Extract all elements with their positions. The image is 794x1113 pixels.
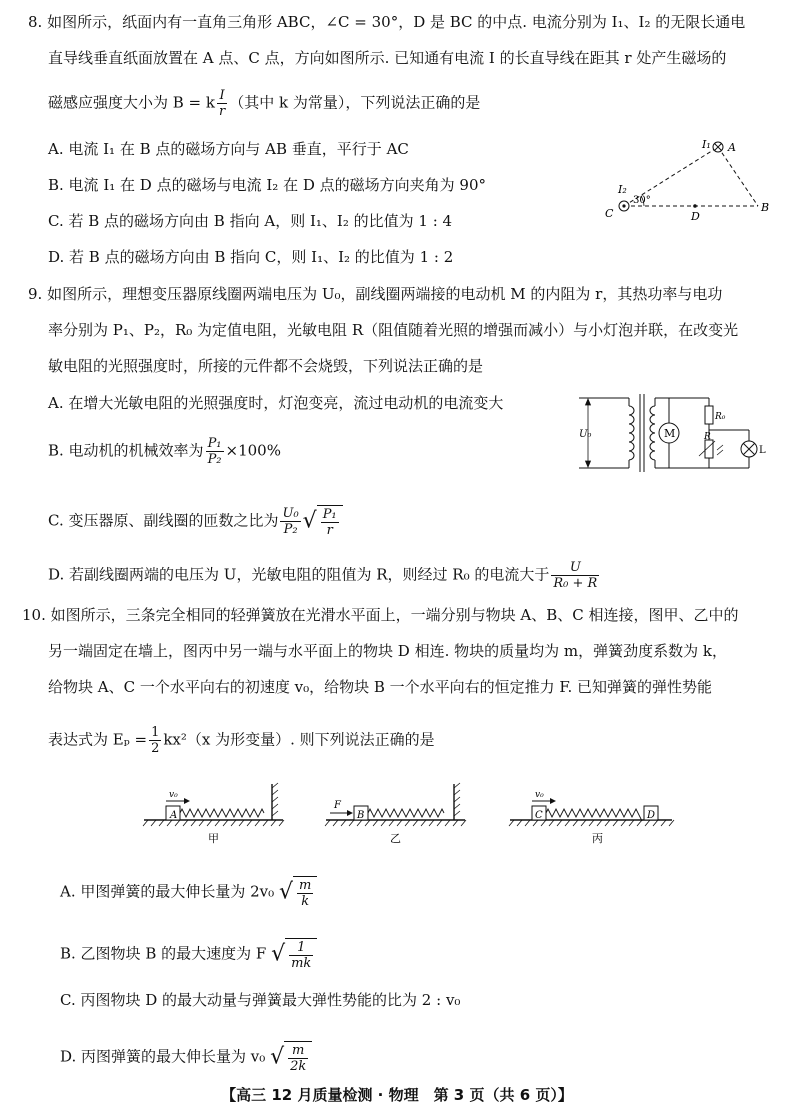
spring-icon: [368, 809, 444, 817]
q10-option-b: [60, 938, 317, 971]
q8-option-a: A. 电流 I₁ 在 B 点的磁场方向与 AB 垂直，平行于 AC: [48, 140, 409, 158]
q10-option-c: C. 丙图物块 D 的最大动量与弹簧最大弹性势能的比为 2 : v₀: [60, 991, 461, 1009]
label-v0: v₀: [535, 790, 544, 800]
q8-triangle-diagram: [598, 130, 778, 230]
q10-line-2: 另一端固定在墙上，图丙中另一端与水平面上的物块 D 相连. 物块的质量均为 m，弹簧劲度系数为 k，: [48, 642, 727, 660]
fraction-numerator: U: [551, 560, 599, 576]
q9-option-a: A. 在增大光敏电阻的光照强度时，灯泡变亮，流过电动机的电流变大: [48, 394, 504, 412]
q8-formula-post: （其中 k 为常量），下列说法正确的是: [229, 93, 481, 112]
fraction-numerator: I: [217, 88, 227, 104]
q9-option-b: [48, 436, 281, 467]
sqrt-icon: √: [270, 1044, 285, 1070]
q9-option-c-pre: C. 变压器原、副线圈的匝数之比为: [48, 511, 279, 530]
q10-option-a-sqrt: [279, 876, 317, 909]
label-b: B: [761, 201, 770, 214]
sqrt-fraction: [288, 1043, 308, 1074]
q10-line-1: 10. 如图所示，三条完全相同的轻弹簧放在光滑水平面上，一端分别与物块 A、B、C 相连接，图甲、乙中的: [22, 606, 739, 624]
q9-option-b-pre: B. 电动机的机械效率为: [48, 441, 204, 460]
spring-icon: [180, 809, 264, 817]
sqrt-icon: √: [278, 879, 293, 905]
label-i1: I₁: [702, 138, 711, 151]
q9-option-c: [48, 505, 343, 538]
q9-option-d: [48, 560, 601, 591]
q8-option-c: C. 若 B 点的磁场方向由 B 指向 A，则 I₁、I₂ 的比值为 1 : 4: [48, 212, 453, 230]
fraction-denominator: 2: [151, 741, 160, 756]
q8-line-3: [48, 88, 480, 119]
q10-option-b-pre: B. 乙图物块 B 的最大速度为 F: [60, 944, 267, 963]
page-footer: 【高三 12 月质量检测 · 物理 第 3 页（共 6 页）】: [221, 1086, 573, 1104]
q10-option-a-pre: A. 甲图弹簧的最大伸长量为 2v₀: [60, 882, 275, 901]
q9-line-2: 率分别为 P₁、P₂，R₀ 为定值电阻，光敏电阻 R（阻值随着光照的增强而减小）与小灯泡并联，在改变光: [48, 321, 739, 339]
label-c: C: [605, 207, 614, 220]
label-r: R: [704, 432, 711, 442]
figure-yi: [325, 783, 466, 845]
label-i2: I₂: [618, 183, 627, 196]
label-c: C: [535, 810, 543, 821]
q10-formula-post: kx²（x 为形变量）. 则下列说法正确的是: [163, 730, 435, 749]
q8-line-2: 直导线垂直纸面放置在 A 点、C 点，方向如图所示. 已知通有电流 I 的长直导线在距其 r 处产生磁场的: [48, 49, 727, 67]
fraction-numerator: U₀: [282, 506, 299, 521]
point-d: [693, 204, 697, 208]
figure-jia: [143, 783, 284, 845]
fraction-denominator: 2k: [290, 1059, 307, 1074]
label-a: A: [170, 810, 178, 821]
fraction-numerator: 1: [289, 940, 313, 956]
lamp-icon: [741, 441, 757, 457]
fraction-denominator: P₂: [283, 522, 298, 537]
sqrt-icon: √: [271, 941, 286, 967]
q10-option-b-sqrt: [271, 938, 317, 971]
q9-option-d-pre: D. 若副线圈两端的电压为 U，光敏电阻的阻值为 R，则经过 R₀ 的电流大于: [48, 565, 550, 584]
label-jia: 甲: [208, 832, 219, 845]
label-u0: U₀: [579, 429, 592, 440]
q8-formula-fraction: [217, 88, 227, 119]
q10-spring-figures: [140, 776, 676, 846]
q8-line-1: 8. 如图所示，纸面内有一直角三角形 ABC，∠C = 30°，D 是 BC 的中点. 电流分别为 I₁、I₂ 的无限长通电: [28, 13, 746, 31]
q10-option-d-sqrt: [270, 1041, 312, 1074]
sqrt-fraction: [289, 940, 313, 971]
label-d: D: [647, 810, 656, 821]
figure-bing: [509, 790, 674, 845]
fraction-denominator: mk: [291, 956, 312, 971]
q10-option-a: [60, 876, 317, 909]
resistor-r0-icon: [705, 406, 713, 424]
label-lamp: L: [759, 445, 766, 456]
q8-option-d: D. 若 B 点的磁场方向由 B 指向 C，则 I₁、I₂ 的比值为 1 : 2: [48, 248, 454, 266]
sqrt-fraction: [297, 878, 313, 909]
fraction-denominator: r: [219, 104, 226, 119]
label-b: B: [357, 810, 365, 821]
label-angle: 30°: [633, 195, 651, 206]
q10-line-3: 给物块 A、C 一个水平向右的初速度 v₀，给物块 B 一个水平向右的恒定推力 F. 已知弹簧的弹性势能: [48, 678, 713, 696]
q10-option-d-pre: D. 丙图弹簧的最大伸长量为 v₀: [60, 1047, 266, 1066]
q10-line-4: [48, 725, 435, 756]
label-bing: 丙: [592, 832, 603, 845]
q9-option-d-fraction: [551, 560, 599, 591]
fraction-denominator: R₀ + R: [553, 576, 598, 591]
current-i1-into-page-icon: [713, 142, 723, 152]
label-yi: 乙: [390, 832, 401, 845]
label-v0: v₀: [169, 790, 178, 800]
q10-option-d: [60, 1041, 312, 1074]
fraction-denominator: k: [301, 894, 310, 909]
photoresistor-icon: [699, 440, 723, 458]
q9-option-b-post: ×100%: [225, 441, 281, 460]
fraction-numerator: m: [288, 1043, 308, 1059]
q9-line-1: 9. 如图所示，理想变压器原线圈两端电压为 U₀，副线圈两端接的电动机 M 的内阻为 r，其热功率与电功: [28, 285, 723, 303]
q9-transformer-circuit: [574, 386, 770, 480]
fraction-numerator: P₁: [207, 436, 222, 451]
label-f: F: [334, 800, 341, 811]
label-d: D: [691, 210, 700, 223]
q9-option-b-fraction: [206, 436, 224, 467]
fraction-numerator: m: [298, 878, 312, 893]
q8-option-b: B. 电流 I₁ 在 D 点的磁场与电流 I₂ 在 D 点的磁场方向夹角为 90°: [48, 176, 486, 194]
q9-line-3: 敏电阻的光照强度时，所接的元件都不会烧毁，下列说法正确的是: [48, 357, 484, 375]
fraction-numerator: P₁: [322, 507, 337, 522]
sqrt-icon: √: [302, 508, 317, 534]
side-ab: [718, 147, 758, 206]
current-i2-out-of-page-icon: [619, 201, 629, 211]
label-motor: M: [664, 427, 676, 440]
transformer-core: [640, 394, 644, 472]
fraction-denominator: P₂: [207, 452, 222, 467]
q10-formula-pre: 表达式为 Eₚ =: [48, 730, 148, 749]
fraction-denominator: r: [326, 523, 333, 538]
q8-formula-pre: 磁感应强度大小为 B = k: [48, 93, 215, 112]
fraction-numerator: 1: [151, 725, 160, 740]
spring-icon: [546, 809, 642, 821]
sqrt-fraction: [321, 507, 339, 538]
q10-formula-fraction: [149, 725, 161, 756]
label-a: A: [728, 141, 736, 154]
q9-option-c-fraction: [280, 506, 300, 537]
label-r0: R₀: [715, 412, 726, 422]
q9-option-c-sqrt: [303, 505, 343, 538]
